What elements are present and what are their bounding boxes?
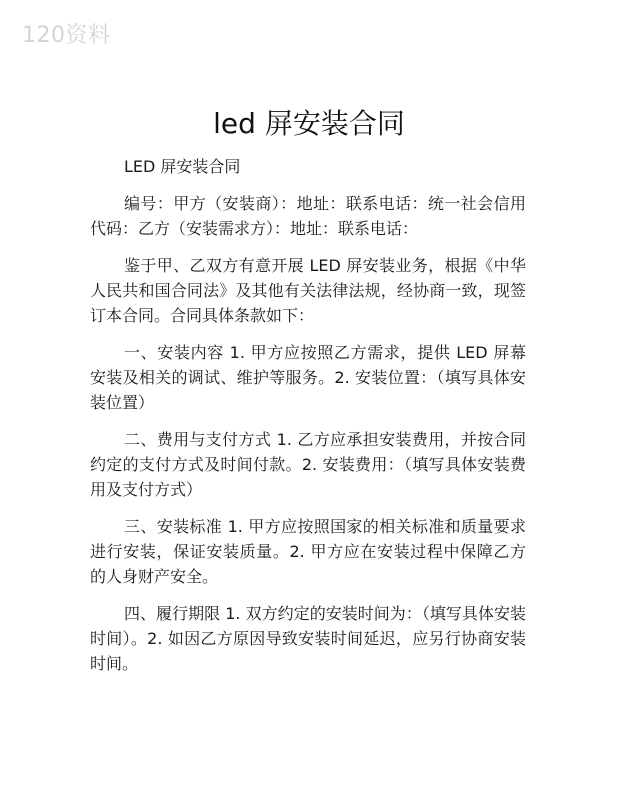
paragraph-clause-2: 二、费用与支付方式 1. 乙方应承担安装费用，并按合同约定的支付方式及时间付款。2. 安装费用：（填写具体安装费用及支付方式） bbox=[90, 430, 526, 499]
document-body bbox=[90, 154, 526, 688]
paragraph-parties: 编号：甲方（安装商）：地址：联系电话：统一社会信用代码：乙方（安装需求方）：地址：联系电话： bbox=[90, 194, 526, 238]
watermark-logo: 120资料 bbox=[22, 23, 111, 48]
paragraph-clause-4: 四、履行期限 1. 双方约定的安装时间为：（填写具体安装时间）。2. 如因乙方原因导致安装时间延迟，应另行协商安装时间。 bbox=[90, 604, 526, 673]
paragraph-clause-3: 三、安装标准 1. 甲方应按照国家的相关标准和质量要求进行安装，保证安装质量。2. 甲方应在安装过程中保障乙方的人身财产安全。 bbox=[90, 517, 526, 586]
document-title: led 屏安装合同 bbox=[213, 107, 405, 140]
paragraph-subtitle: LED 屏安装合同 bbox=[124, 157, 241, 176]
paragraph-preamble: 鉴于甲、乙双方有意开展 LED 屏安装业务，根据《中华人民共和国合同法》及其他有关法律法规，经协商一致，现签订本合同。合同具体条款如下： bbox=[90, 256, 526, 325]
paragraph-clause-1: 一、安装内容 1. 甲方应按照乙方需求，提供 LED 屏幕安装及相关的调试、维护等服务。2. 安装位置：（填写具体安装位置） bbox=[90, 343, 526, 412]
